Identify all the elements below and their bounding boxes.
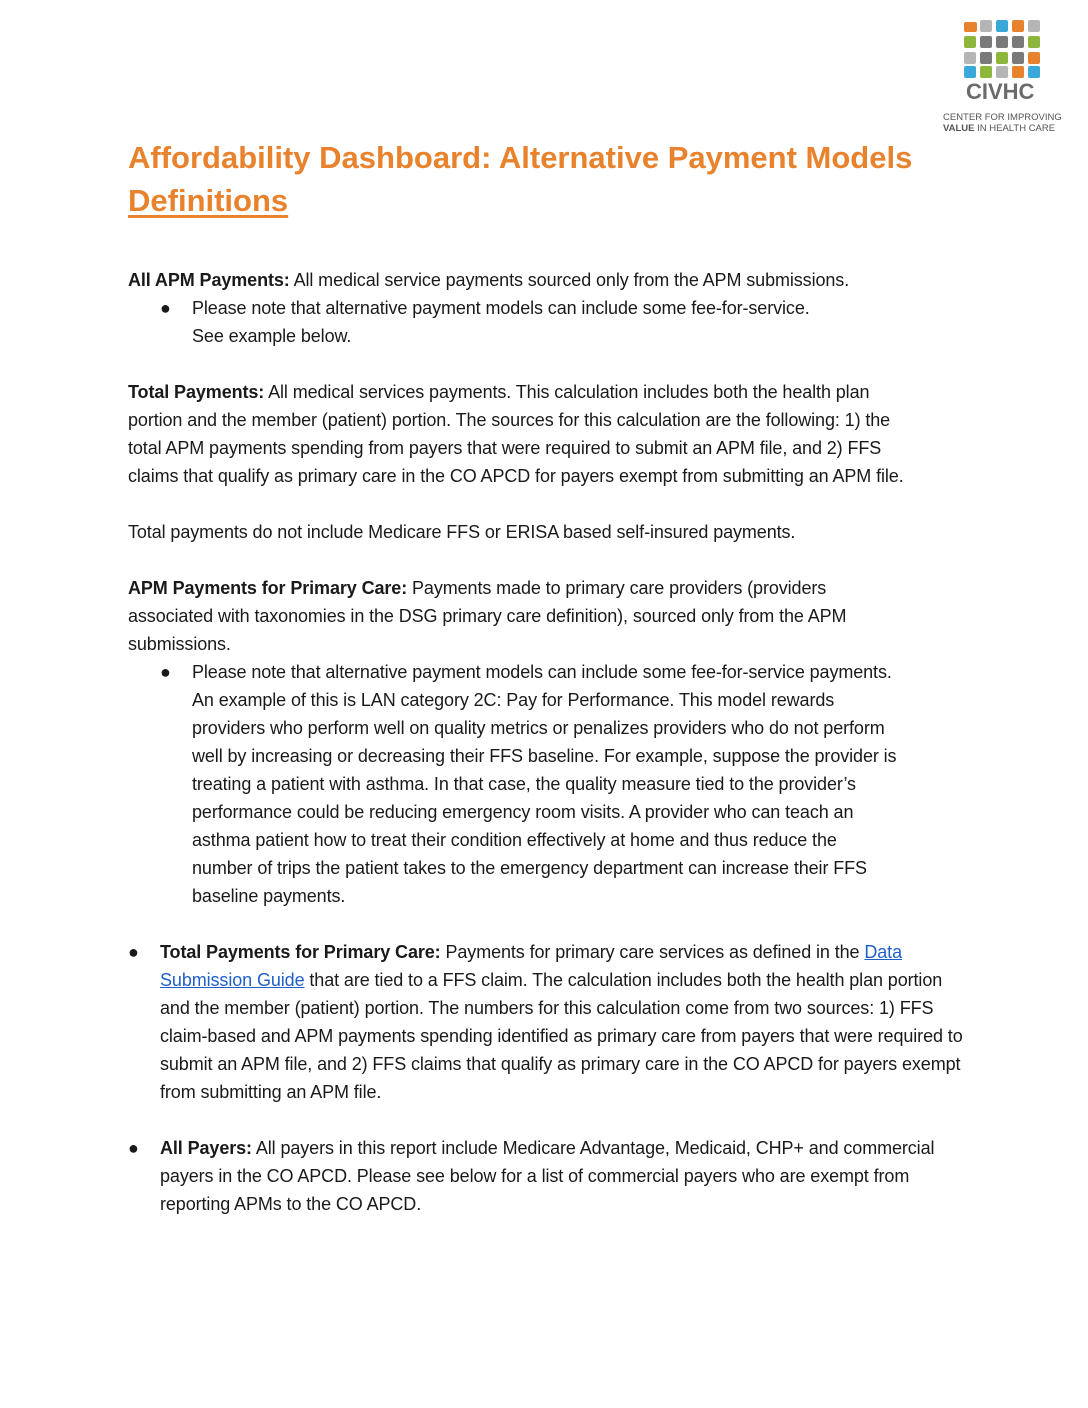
list-item: ● Please note that alternative payment models can include some fee-for-service payments. An example of this is LAN category 2C: Pay for Performance. This model rewards providers who perform well on quality metrics or penalizes providers who do not perform well by increasing or decreasing their FFS baseline. For example, suppose the provider is treating a patient with asthma. In that case, the quality measure tied to the provider’s performance could be reducing emergency room visits. A provider who can teach an asthma patient how to treat their condition effectively at home and thus reduce the number of trips the patient takes to the emergency department can increase their FFS baseline payments. xyxy=(128,658,902,910)
total-payments-note: Total payments do not include Medicare FFS or ERISA based self-insured payments. xyxy=(128,522,796,542)
definition-total-primary-care: ● Total Payments for Primary Care: Payments for primary care services as defined in the Data Submission Guide that are tied to a FFS claim. The calculation includes both the health plan portion and the member (patient) portion. The numbers for this calculation come from two sources: 1) FFS claim-based and APM payments spending identified as primary care from payers that were required to submit an APM file, and 2) FFS claims that qualify as primary care in the CO APCD for payers exempt from submitting an APM file. xyxy=(128,938,968,1106)
page-title: Affordability Dashboard: Alternative Payment Models Definitions xyxy=(128,140,913,218)
logo-wordmark: CIVHC xyxy=(966,79,1035,104)
bullet-icon: ● xyxy=(128,1138,139,1158)
logo-tagline: CENTER FOR IMPROVING VALUE IN HEALTH CARE xyxy=(943,112,1062,134)
bullet-icon: ● xyxy=(160,662,171,682)
civhc-logo xyxy=(943,20,1068,134)
bullet-icon: ● xyxy=(128,942,139,962)
definition-all-payers: ● All Payers: All payers in this report include Medicare Advantage, Medicaid, CHP+ and commercial payers in the CO APCD. Please see below for a list of commercial payers who are exempt from reporting APMs to the CO APCD. xyxy=(128,1134,968,1218)
data-submission-guide-link[interactable]: Data Submission Guide xyxy=(160,942,902,990)
definition-apm-primary-care: APM Payments for Primary Care: Payments made to primary care providers (providers associated with taxonomies in the DSG primary care definition), sourced only from the APM submissions. xyxy=(128,578,847,654)
logo-mosaic-icon xyxy=(964,20,1042,78)
list-item: ● Please note that alternative payment models can include some fee-for-service. See example below. xyxy=(128,294,968,350)
definition-all-apm: All APM Payments: All medical service payments sourced only from the APM submissions. xyxy=(128,270,850,290)
definition-total-payments: Total Payments: All medical services payments. This calculation includes both the health plan portion and the member (patient) portion. The sources for this calculation are the following: 1) the total APM payments spending from payers that were required to submit an APM file, and 2) FFS claims that qualify as primary care in the CO APCD for payers exempt from submitting an APM file. xyxy=(128,382,904,486)
bullet-icon: ● xyxy=(160,298,171,318)
definitions-body xyxy=(128,266,968,1218)
